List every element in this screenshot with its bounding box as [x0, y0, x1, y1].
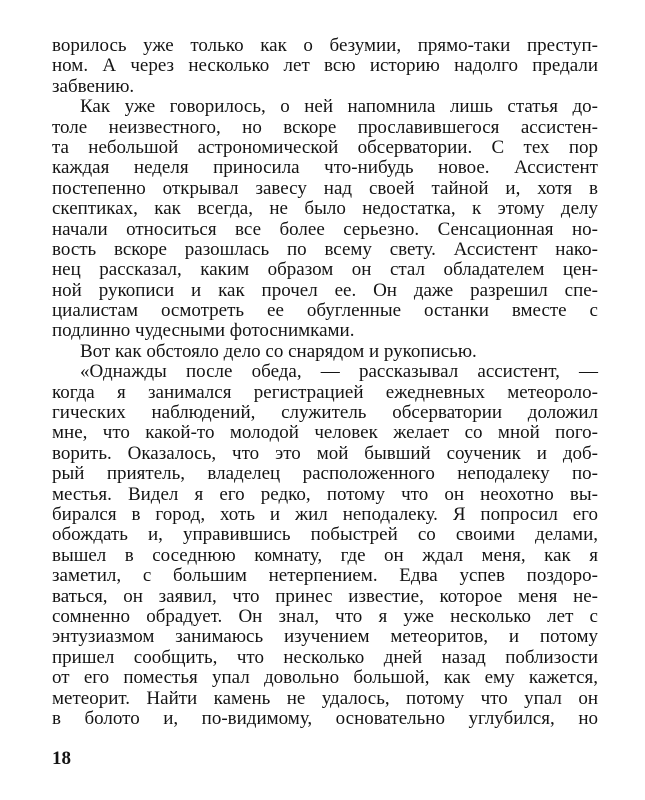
text-line: скептиках, как всегда, не было недостатка, к этому делу	[52, 198, 598, 220]
text-line: местья. Видел я его редко, потому что он неохотно вы-	[52, 483, 598, 505]
text-line: вышел в соседнюю комнату, где он ждал меня, как я	[52, 544, 598, 566]
text-line: та небольшой астрономической обсерватории. С тех пор	[52, 136, 598, 158]
paragraph	[52, 342, 598, 362]
page-number: 18	[52, 748, 71, 769]
paragraph	[52, 362, 598, 729]
text-line: толе неизвестного, но вскоре прославившегося ассистен-	[52, 116, 598, 138]
text-line: «Однажды после обеда, — рассказывал ассистент, —	[80, 361, 598, 383]
text-line: метеорит. Найти камень не удалось, потому что упал он	[52, 687, 598, 709]
text-line: бирался в город, хоть и жил неподалеку. Я попросил его	[52, 503, 598, 525]
text-line: постепенно открывал завесу над своей тайной и, хотя в	[52, 177, 598, 199]
text-line: ворить. Оказалось, что это мой бывший соученик и доб-	[52, 442, 598, 464]
text-line: в болото и, по-видимому, основательно углубился, но	[52, 707, 598, 729]
text-line: циалистам осмотреть ее обугленные останки вместе с	[52, 300, 598, 322]
text-line: энтузиазмом занимаюсь изучением метеоритов, и потому	[52, 626, 598, 648]
text-line: ном. А через несколько лет всю историю надолго предали	[52, 55, 598, 77]
text-line: рый приятель, владелец расположенного неподалеку по-	[52, 463, 598, 485]
text-line: ваться, он заявил, что принес известие, которое меня не-	[52, 585, 598, 607]
text-line: заметил, с большим нетерпением. Едва успев поздоро-	[52, 565, 598, 587]
text-line: подлинно чудесными фотоснимками.	[52, 320, 355, 342]
text-line: ной рукописи и как прочел ее. Он даже разрешил спе-	[52, 279, 598, 301]
text-line: обождать и, управившись побыстрей со своими делами,	[52, 524, 598, 546]
text-line: от его поместья упал довольно большой, как ему кажется,	[52, 667, 598, 689]
text-line: начали относиться все более серьезно. Сенсационная но-	[52, 218, 598, 240]
text-line: вость вскоре разошлась по всему свету. Ассистент нако-	[52, 238, 598, 260]
text-line: забвению.	[52, 75, 135, 97]
paragraph	[52, 36, 598, 97]
text-line: гических наблюдений, служитель обсерватории доложил	[52, 402, 598, 424]
text-line: Вот как обстояло дело со снарядом и рукописью.	[80, 340, 477, 362]
text-line: мне, что какой-то молодой человек желает со мной пого-	[52, 422, 598, 444]
text-line: нец рассказал, каким образом он стал обладателем цен-	[52, 259, 598, 281]
text-line: сомненно обрадует. Он знал, что я уже несколько лет с	[52, 605, 598, 627]
paragraph	[52, 97, 598, 342]
text-line: каждая неделя приносила что-нибудь новое. Ассистент	[52, 157, 598, 179]
text-line: когда я занимался регистрацией ежедневных метеороло-	[52, 381, 598, 403]
text-line: ворилось уже только как о безумии, прямо-таки преступ-	[52, 35, 598, 56]
text-line: Как уже говорилось, о ней напомнила лишь статья до-	[80, 96, 598, 118]
text-line: пришел сообщить, что несколько дней назад поблизости	[52, 646, 598, 668]
body-text	[52, 36, 598, 729]
